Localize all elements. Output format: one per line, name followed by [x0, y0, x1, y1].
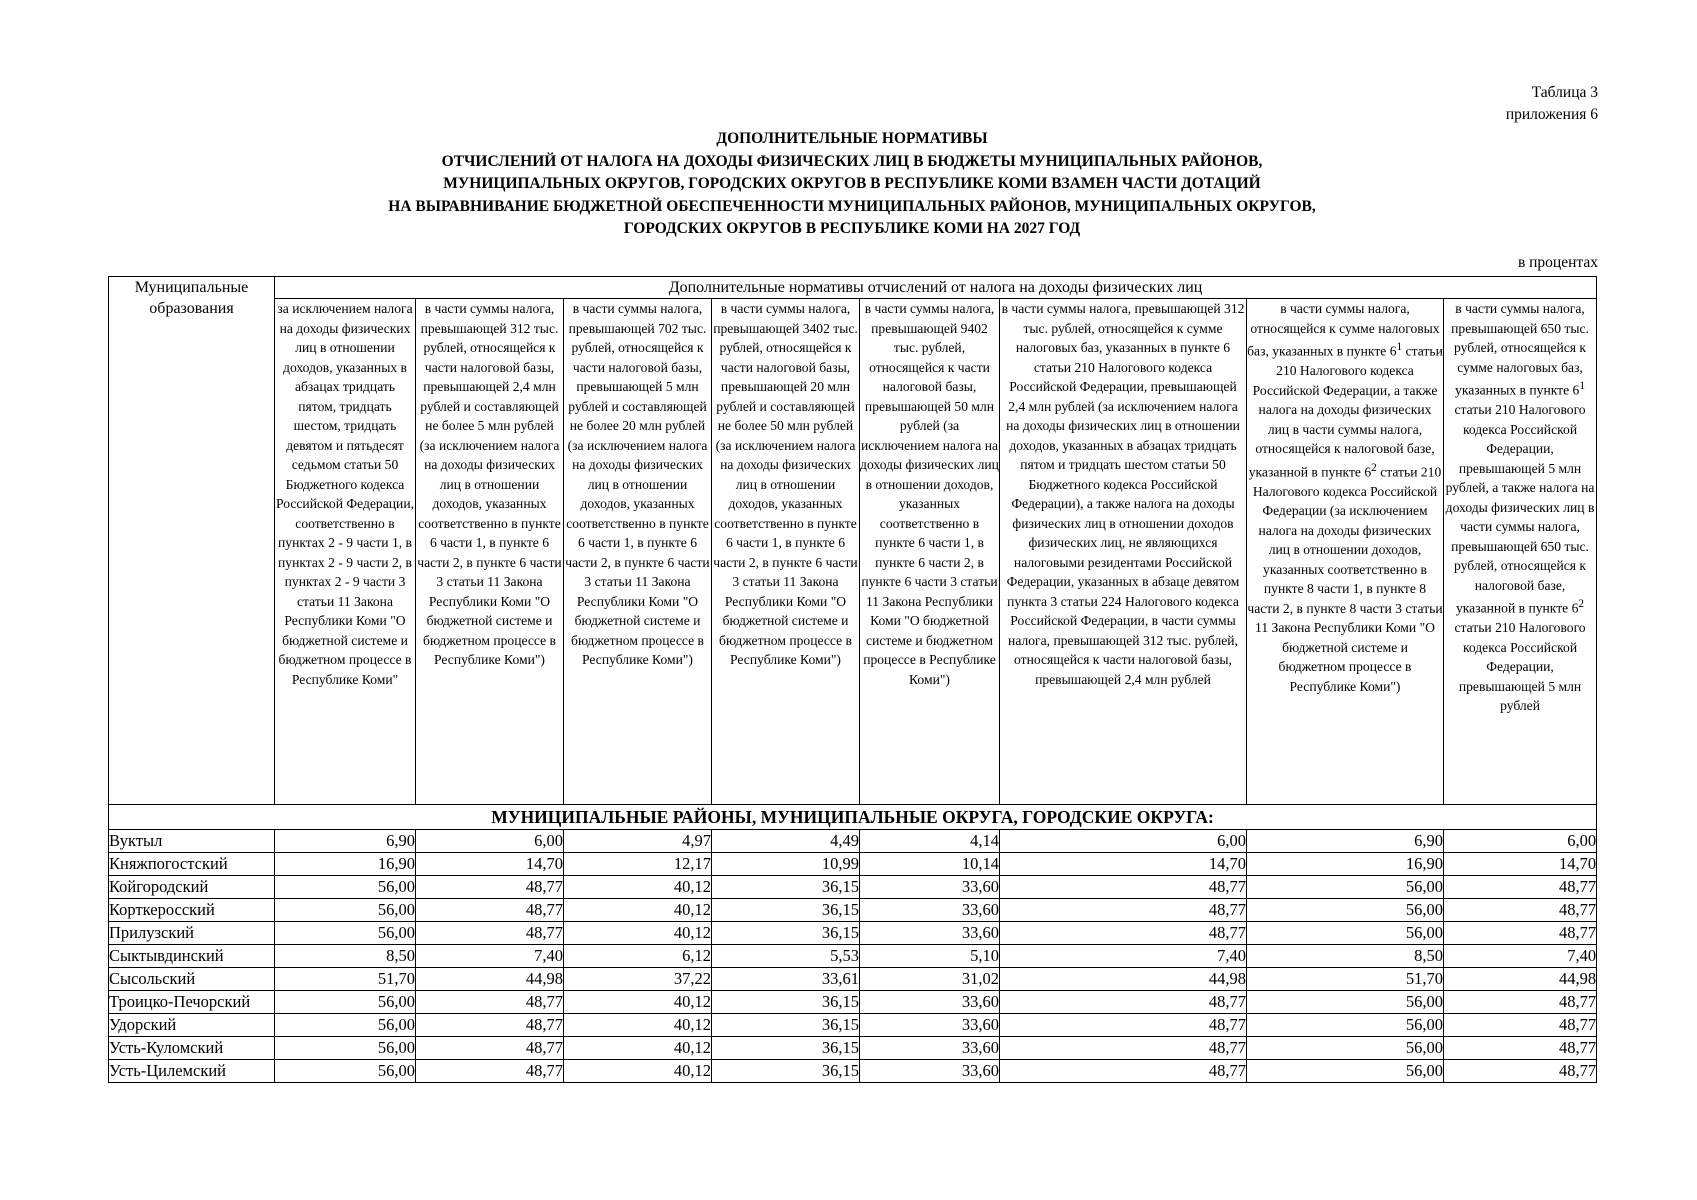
norm-value-col-8: 44,98 [1444, 968, 1597, 991]
municipality-name: Сыктывдинский [109, 945, 275, 968]
municipality-name: Княжпогостский [109, 853, 275, 876]
norm-value-col-3: 40,12 [564, 922, 712, 945]
table-row [109, 1014, 1597, 1037]
main-column-header: Дополнительные нормативы отчислений от налога на доходы физических лиц [275, 277, 1597, 299]
norm-value-col-7: 51,70 [1247, 968, 1444, 991]
norm-value-col-2: 48,77 [416, 922, 564, 945]
appendix-number: приложения 6 [1505, 106, 1598, 123]
norm-value-col-1: 8,50 [275, 945, 416, 968]
table-row [109, 945, 1597, 968]
norm-value-col-6: 48,77 [1000, 922, 1247, 945]
norm-value-col-7: 56,00 [1247, 1060, 1444, 1083]
table-row [109, 830, 1597, 853]
norm-value-col-2: 48,77 [416, 876, 564, 899]
norm-value-col-5: 33,60 [860, 1037, 1000, 1060]
norm-value-col-8: 48,77 [1444, 876, 1597, 899]
norm-value-col-3: 40,12 [564, 1060, 712, 1083]
municipality-name: Прилузский [109, 922, 275, 945]
norm-value-col-4: 36,15 [712, 1037, 860, 1060]
norm-value-col-1: 56,00 [275, 1060, 416, 1083]
norm-value-col-1: 56,00 [275, 1037, 416, 1060]
norm-value-col-6: 48,77 [1000, 1014, 1247, 1037]
norm-value-col-4: 36,15 [712, 1014, 860, 1037]
norm-value-col-6: 48,77 [1000, 876, 1247, 899]
norm-value-col-1: 56,00 [275, 876, 416, 899]
municipality-column-header: Муниципальные образования [109, 277, 275, 805]
column-header-6: в части суммы налога, превышающей 312 тыс. рублей, относящейся к сумме налоговых баз, указанных в пункте 6 статьи 210 Налогового кодекса Российской Федерации, превышающей 2,4 млн рублей (за исключением налога на доходы физических лиц в отношении доходов, указанных в абзацах тридцать пятом и тридцать шестом статьи 50 Бюджетного кодекса Российской Федерации), а также налога на доходы физических лиц в отношении доходов физических лиц, не являющихся налоговыми резидентами Российской Федерации, указанных в абзаце девятом пункта 3 статьи 224 Налогового кодекса Российской Федерации, в части суммы налога, превышающей 312 тыс. рублей, относящейся к части налоговой базы, превышающей 2,4 млн рублей [1000, 299, 1247, 805]
column-header-1: за исключением налога на доходы физических лиц в отношении доходов, указанных в абзацах тридцать пятом, тридцать шестом, тридцать девятом и пятьдесят седьмом статьи 50 Бюджетного кодекса Российской Федерации, соответственно в пунктах 2 - 9 части 1, в пунктах 2 - 9 части 2, в пунктах 2 - 9 части 3 статьи 11 Закона Республики Коми "О бюджетной системе и бюджетном процессе в Республике Коми" [275, 299, 416, 805]
municipality-name: Усть-Куломский [109, 1037, 275, 1060]
norm-value-col-4: 36,15 [712, 991, 860, 1014]
norm-value-col-7: 56,00 [1247, 991, 1444, 1014]
table-body [109, 830, 1597, 1083]
norm-value-col-2: 14,70 [416, 853, 564, 876]
column-header-2: в части суммы налога, превышающей 312 тыс. рублей, относящейся к части налоговой базы, превышающей 2,4 млн рублей и составляющей не более 5 млн рублей (за исключением налога на доходы физических лиц в отношении доходов, указанных соответственно в пункте 6 части 1, в пункте 6 части 2, в пункте 6 части 3 статьи 11 Закона Республики Коми "О бюджетной системе и бюджетном процессе в Республике Коми") [416, 299, 564, 805]
norm-value-col-5: 31,02 [860, 968, 1000, 991]
norm-value-col-7: 56,00 [1247, 899, 1444, 922]
norm-value-col-3: 40,12 [564, 991, 712, 1014]
norm-value-col-3: 4,97 [564, 830, 712, 853]
norm-value-col-6: 44,98 [1000, 968, 1247, 991]
table-row [109, 899, 1597, 922]
norm-value-col-3: 40,12 [564, 1037, 712, 1060]
norm-value-col-4: 36,15 [712, 899, 860, 922]
norm-value-col-4: 33,61 [712, 968, 860, 991]
norm-value-col-6: 48,77 [1000, 899, 1247, 922]
norm-value-col-5: 33,60 [860, 991, 1000, 1014]
norm-value-col-3: 40,12 [564, 876, 712, 899]
norm-value-col-5: 4,14 [860, 830, 1000, 853]
municipality-name: Троицко-Печорский [109, 991, 275, 1014]
norm-value-col-2: 48,77 [416, 991, 564, 1014]
municipality-name: Вуктыл [109, 830, 275, 853]
norm-value-col-4: 10,99 [712, 853, 860, 876]
column-header-4: в части суммы налога, превышающей 3402 тыс. рублей, относящейся к части налоговой базы, превышающей 20 млн рублей и составляющей не более 50 млн рублей (за исключением налога на доходы физических лиц в отношении доходов, указанных соответственно в пункте 6 части 1, в пункте 6 части 2, в пункте 6 части 3 статьи 11 Закона Республики Коми "О бюджетной системе и бюджетном процессе в Республике Коми") [712, 299, 860, 805]
norm-value-col-8: 7,40 [1444, 945, 1597, 968]
norm-value-col-1: 56,00 [275, 899, 416, 922]
norm-value-col-2: 48,77 [416, 899, 564, 922]
document-title: ДОПОЛНИТЕЛЬНЫЕ НОРМАТИВЫ ОТЧИСЛЕНИЙ ОТ НАЛОГА НА ДОХОДЫ ФИЗИЧЕСКИХ ЛИЦ В БЮДЖЕТЫ МУНИЦИПАЛЬНЫХ РАЙОНОВ, МУНИЦИПАЛЬНЫХ ОКРУГОВ, ГОРОДСКИХ ОКРУГОВ В РЕСПУБЛИКЕ КОМИ ВЗАМЕН ЧАСТИ ДОТАЦИЙ НА ВЫРАВНИВАНИЕ БЮДЖЕТНОЙ ОБЕСПЕЧЕННОСТИ МУНИЦИПАЛЬНЫХ РАЙОНОВ, МУНИЦИПАЛЬНЫХ ОКРУГОВ, ГОРОДСКИХ ОКРУГОВ В РЕСПУБЛИКЕ КОМИ НА 2027 ГОД [388, 130, 1316, 237]
norm-value-col-4: 36,15 [712, 876, 860, 899]
norm-value-col-8: 48,77 [1444, 1014, 1597, 1037]
column-header-7: в части суммы налога, относящейся к сумме налоговых баз, указанных в пункте $6^1$ статьи 210 Налогового кодекса Российской Федерации, а также налога на доходы физических лиц в части суммы налога, относящейся к налоговой базе, указанной в пункте $6^2$ статьи 210 Налогового кодекса Российской Федерации (за исключением налога на доходы физических лиц в отношении доходов, указанных соответственно в пункте 8 части 1, в пункте 8 части 2, в пункте 8 части 3 статьи 11 Закона Республики Коми "О бюджетной системе и бюджетном процессе в Республике Коми") [1247, 299, 1444, 805]
column-header-5: в части суммы налога, превышающей 9402 тыс. рублей, относящейся к части налоговой базы, превышающей 50 млн рублей (за исключением налога на доходы физических лиц в отношении доходов, указанных соответственно в пункте 6 части 1, в пункте 6 части 2, в пункте 6 части 3 статьи 11 Закона Республики Коми "О бюджетной системе и бюджетном процессе в Республике Коми") [860, 299, 1000, 805]
norm-value-col-4: 36,15 [712, 1060, 860, 1083]
norm-value-col-4: 36,15 [712, 922, 860, 945]
norm-value-col-8: 48,77 [1444, 991, 1597, 1014]
municipality-name: Корткеросский [109, 899, 275, 922]
section-heading: МУНИЦИПАЛЬНЫЕ РАЙОНЫ, МУНИЦИПАЛЬНЫЕ ОКРУГА, ГОРОДСКИЕ ОКРУГА: [109, 805, 1597, 830]
norm-value-col-8: 48,77 [1444, 1037, 1597, 1060]
table-row [109, 853, 1597, 876]
norm-value-col-5: 5,10 [860, 945, 1000, 968]
table-row [109, 1037, 1597, 1060]
column-header-3: в части суммы налога, превышающей 702 тыс. рублей, относящейся к части налоговой базы, превышающей 5 млн рублей и составляющей не более 20 млн рублей (за исключением налога на доходы физических лиц в отношении доходов, указанных соответственно в пункте 6 части 1, в пункте 6 части 2, в пункте 6 части 3 статьи 11 Закона Республики Коми "О бюджетной системе и бюджетном процессе в Республике Коми") [564, 299, 712, 805]
norm-value-col-5: 10,14 [860, 853, 1000, 876]
norm-value-col-7: 16,90 [1247, 853, 1444, 876]
norm-value-col-8: 14,70 [1444, 853, 1597, 876]
norm-value-col-8: 6,00 [1444, 830, 1597, 853]
norm-value-col-5: 33,60 [860, 1060, 1000, 1083]
norm-value-col-5: 33,60 [860, 922, 1000, 945]
norm-value-col-6: 7,40 [1000, 945, 1247, 968]
norm-value-col-8: 48,77 [1444, 922, 1597, 945]
norm-value-col-7: 6,90 [1247, 830, 1444, 853]
norm-value-col-3: 40,12 [564, 1014, 712, 1037]
norm-value-col-2: 6,00 [416, 830, 564, 853]
norm-value-col-3: 6,12 [564, 945, 712, 968]
norm-value-col-6: 14,70 [1000, 853, 1247, 876]
norm-value-col-1: 56,00 [275, 1014, 416, 1037]
norm-value-col-5: 33,60 [860, 1014, 1000, 1037]
norm-value-col-6: 48,77 [1000, 1060, 1247, 1083]
norm-value-col-3: 37,22 [564, 968, 712, 991]
column-header-8: в части суммы налога, превышающей 650 тыс. рублей, относящейся к сумме налоговых баз, указанных в пункте $6^1$ статьи 210 Налогового кодекса Российской Федерации, превышающей 5 млн рублей, а также налога на доходы физических лиц в части суммы налога, превышающей 650 тыс. рублей, относящейся к налоговой базе, указанной в пункте $6^2$ статьи 210 Налогового кодекса Российской Федерации, превышающей 5 млн рублей [1444, 299, 1597, 805]
norm-value-col-2: 44,98 [416, 968, 564, 991]
norm-value-col-1: 56,00 [275, 922, 416, 945]
municipality-name: Сысольский [109, 968, 275, 991]
norm-value-col-7: 56,00 [1247, 1014, 1444, 1037]
norm-value-col-2: 7,40 [416, 945, 564, 968]
norm-value-col-2: 48,77 [416, 1060, 564, 1083]
norm-value-col-6: 48,77 [1000, 1037, 1247, 1060]
norm-value-col-7: 56,00 [1247, 876, 1444, 899]
norm-value-col-2: 48,77 [416, 1037, 564, 1060]
norm-value-col-5: 33,60 [860, 876, 1000, 899]
table-row [109, 991, 1597, 1014]
norm-value-col-2: 48,77 [416, 1014, 564, 1037]
norm-value-col-4: 4,49 [712, 830, 860, 853]
table-row [109, 922, 1597, 945]
norm-value-col-1: 56,00 [275, 991, 416, 1014]
norm-value-col-7: 8,50 [1247, 945, 1444, 968]
norm-value-col-3: 12,17 [564, 853, 712, 876]
units-note: в процентах [1517, 254, 1598, 271]
table-number: Таблица 3 [1531, 84, 1598, 101]
norm-value-col-3: 40,12 [564, 899, 712, 922]
norms-table [108, 276, 1597, 1083]
norm-value-col-8: 48,77 [1444, 1060, 1597, 1083]
municipality-name: Койгородский [109, 876, 275, 899]
norm-value-col-7: 56,00 [1247, 1037, 1444, 1060]
norm-value-col-1: 51,70 [275, 968, 416, 991]
municipality-name: Удорский [109, 1014, 275, 1037]
norm-value-col-4: 5,53 [712, 945, 860, 968]
norm-value-col-1: 6,90 [275, 830, 416, 853]
table-row [109, 968, 1597, 991]
norm-value-col-5: 33,60 [860, 899, 1000, 922]
norm-value-col-6: 48,77 [1000, 991, 1247, 1014]
table-row [109, 876, 1597, 899]
municipality-name: Усть-Цилемский [109, 1060, 275, 1083]
table-reference [1506, 82, 1598, 126]
norm-value-col-1: 16,90 [275, 853, 416, 876]
table-row [109, 1060, 1597, 1083]
norm-value-col-7: 56,00 [1247, 922, 1444, 945]
norm-value-col-8: 48,77 [1444, 899, 1597, 922]
norm-value-col-6: 6,00 [1000, 830, 1247, 853]
